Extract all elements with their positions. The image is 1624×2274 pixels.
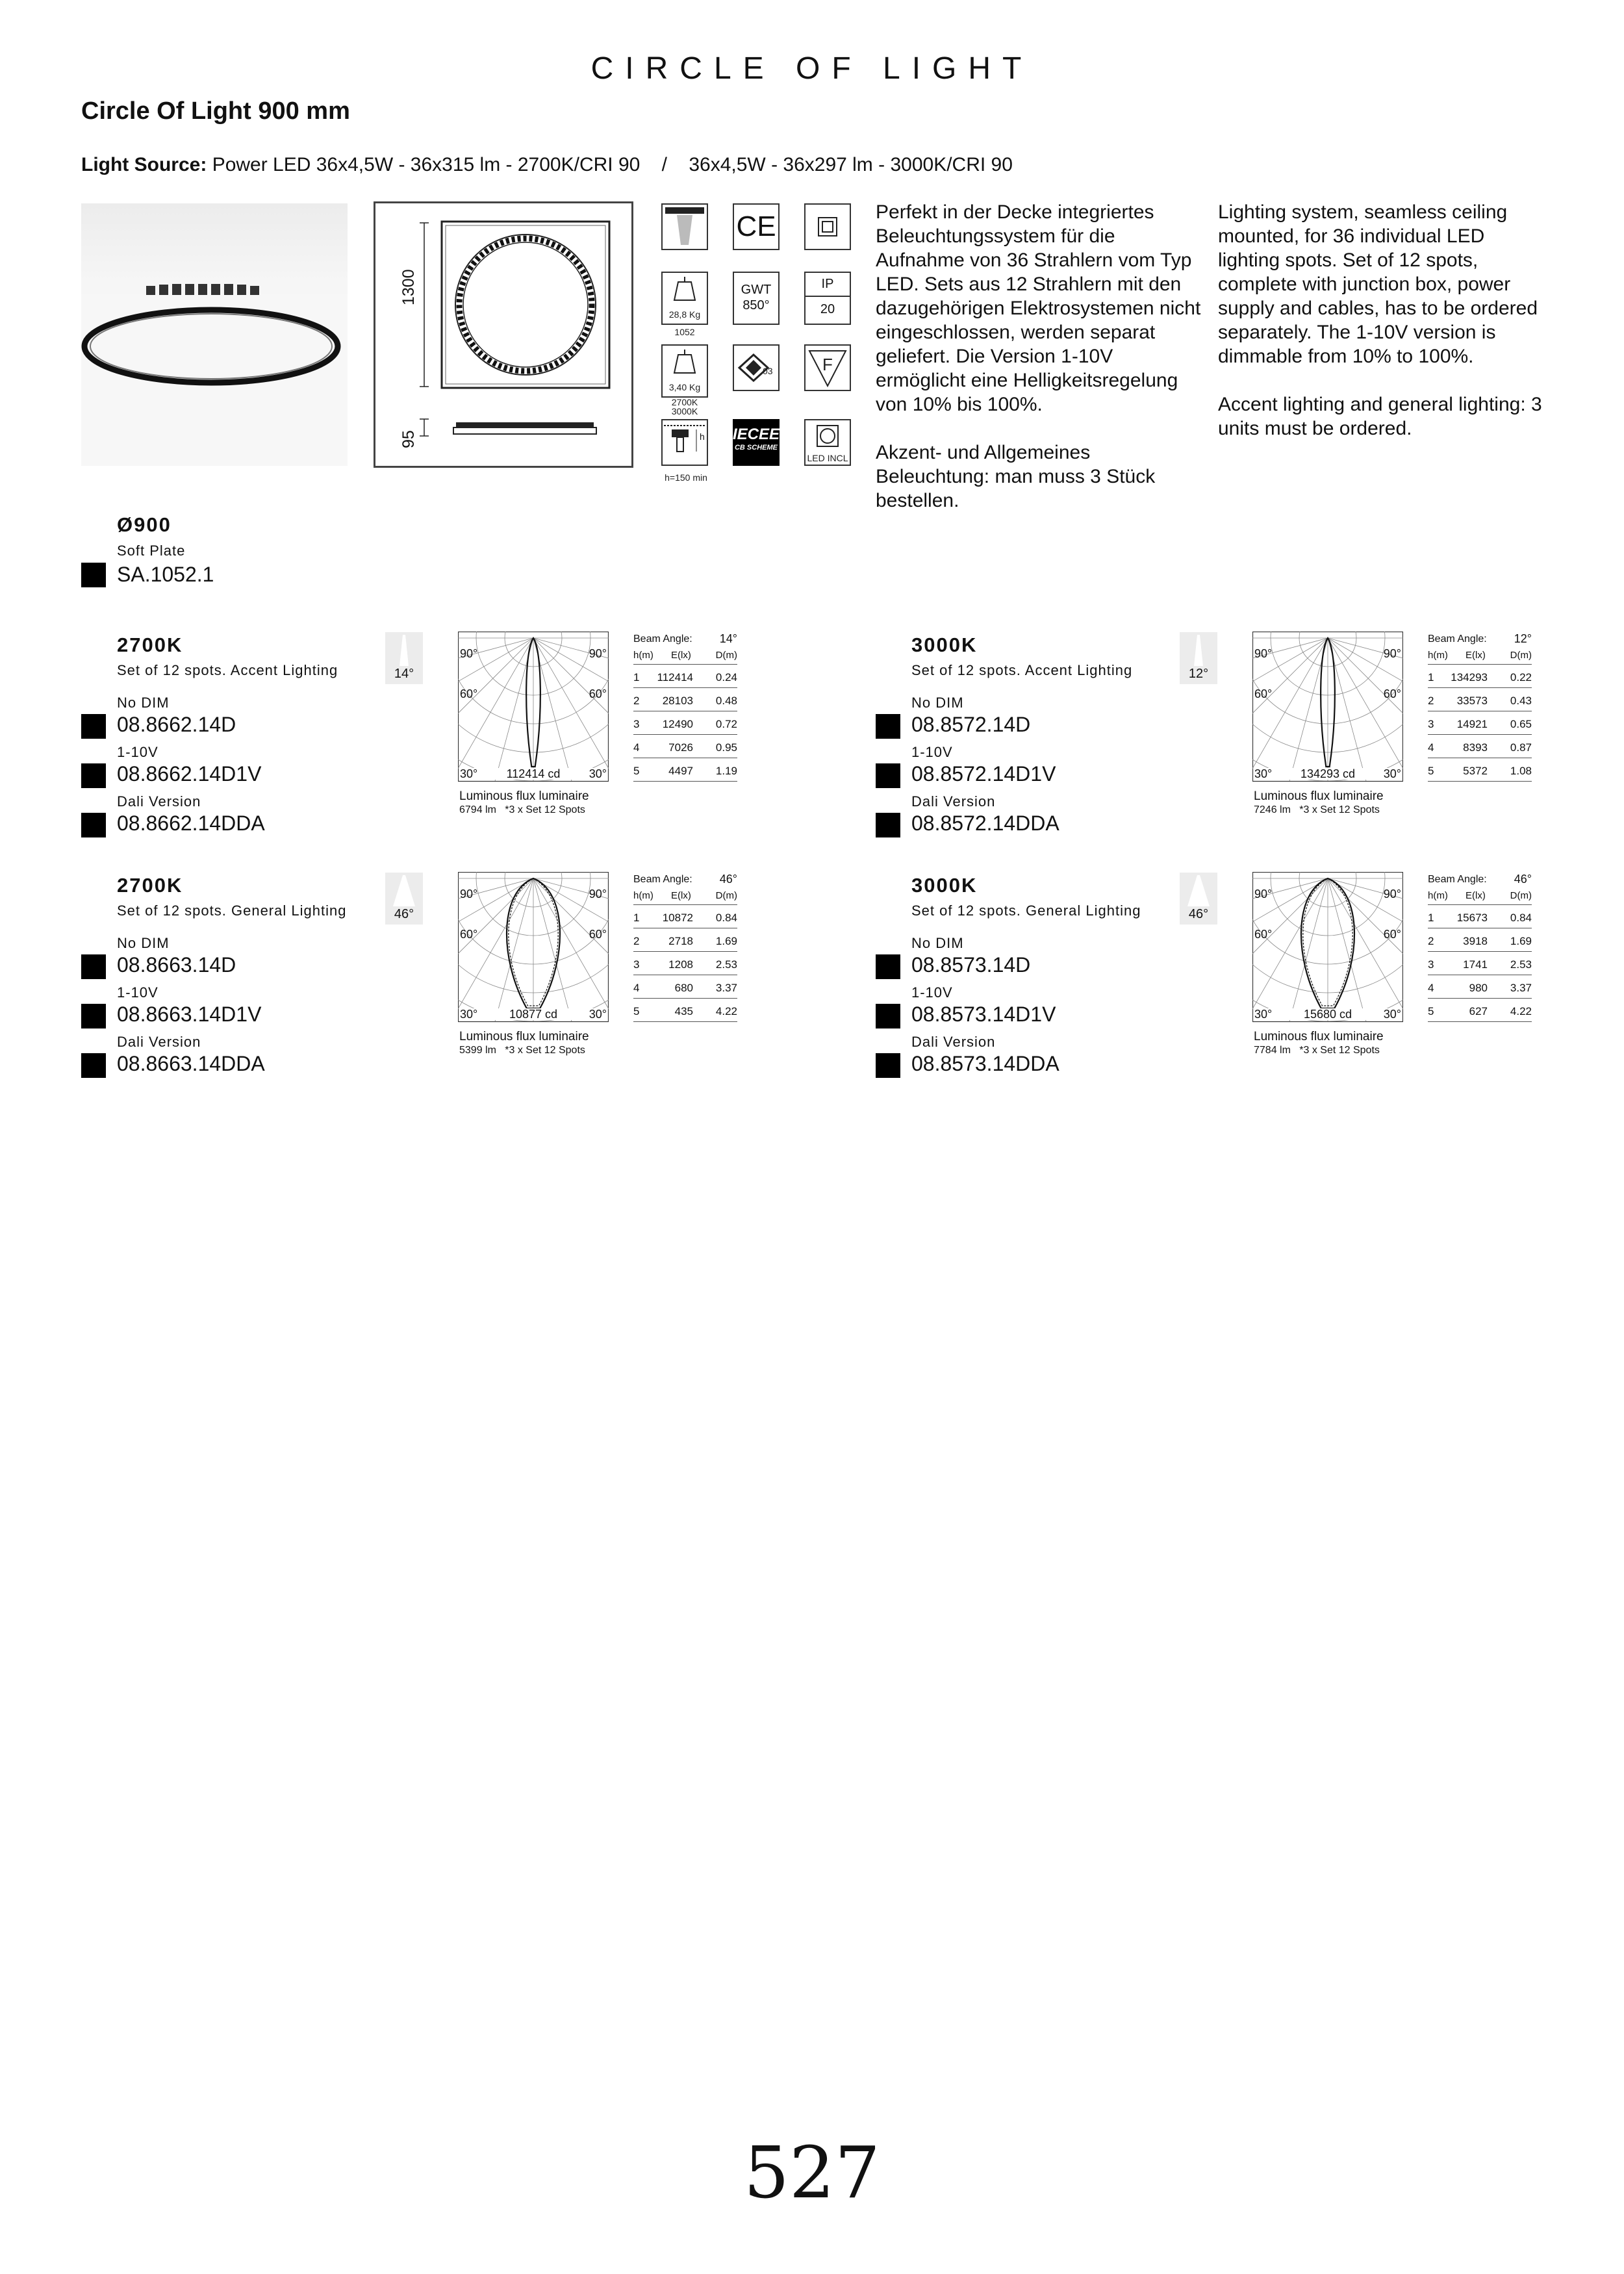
- polar-label-60-left: 60°: [460, 687, 478, 700]
- ip-label: IP: [806, 273, 850, 297]
- light-source-label: Light Source:: [81, 154, 207, 175]
- cell-e: 435: [674, 1005, 693, 1017]
- polar-label-60-right: 60°: [589, 928, 607, 941]
- variant-label: Dali Version: [911, 1034, 996, 1050]
- article-code: 08.8572.14DDA: [911, 811, 1059, 835]
- table-row: [1428, 952, 1532, 975]
- table-row: [1428, 665, 1532, 688]
- plate-code: SA.1052.1: [117, 563, 214, 586]
- variant-swatch: [81, 714, 106, 739]
- table-row: [633, 999, 737, 1022]
- luminous-flux-label: Luminous flux luminaire: [459, 1030, 589, 1043]
- ce-mark-icon: CE: [733, 203, 780, 250]
- weight2-temps: [661, 398, 708, 416]
- beam-icon: [661, 203, 708, 250]
- beam-angle-caption: Beam Angle:: [633, 874, 692, 885]
- polar-label-90-right: 90°: [589, 888, 607, 901]
- cell-e: 134293: [1451, 671, 1488, 683]
- illuminance-table: [1428, 887, 1532, 1022]
- weight2-icon: [661, 344, 708, 398]
- flux-value: 6794 lm: [459, 804, 496, 815]
- description-de-p2: Akzent- und Allgemeines Beleuchtung: man muss 3 Stück bestellen.: [876, 442, 1156, 511]
- gwt-temp: 850°: [742, 298, 770, 313]
- polar-caption: [459, 1030, 628, 1057]
- table-row: [1428, 905, 1532, 928]
- ip-rating-icon: [804, 272, 851, 325]
- variant-block: [81, 874, 763, 1095]
- variant-swatch: [876, 1053, 900, 1078]
- led-incl-text: LED INCL: [807, 453, 848, 463]
- variant-label: 1-10V: [911, 984, 953, 1001]
- product-title: Circle Of Light 900 mm: [81, 97, 350, 125]
- flux-line: [459, 1043, 628, 1057]
- description-en: [1218, 200, 1549, 441]
- illuminance-table: [633, 887, 737, 1022]
- table-header: [1428, 887, 1532, 905]
- col-e: E(lx): [1465, 890, 1486, 901]
- cell-h: 5: [1428, 1005, 1434, 1017]
- description-en-p1: Lighting system, seamless ceiling mounted, for 36 individual LED lighting spots. Set of 12 spots, complete with junction box, power supply and cables, has to be ordered separately. The 1-10V version is dimmable from 10% to 100%.: [1218, 201, 1538, 367]
- cell-d: 0.72: [715, 718, 737, 730]
- variant-label: 1-10V: [117, 984, 159, 1001]
- gwt-icon: [733, 272, 780, 325]
- variant-block: [876, 633, 1558, 854]
- article-code: 08.8572.14D1V: [911, 762, 1056, 786]
- iecee-sub: CB SCHEME: [734, 444, 778, 452]
- cell-h: 1: [633, 912, 640, 924]
- polar-label-60-left: 60°: [1254, 928, 1273, 941]
- set-multiplier: *3 x Set 12 Spots: [1299, 1045, 1380, 1056]
- weight2-temp2: 3000K: [671, 406, 698, 416]
- flux-line: [1254, 1043, 1423, 1057]
- polar-label-90-left: 90°: [460, 647, 478, 660]
- variant-swatch: [81, 1004, 106, 1028]
- f-mark-letter: F: [822, 355, 833, 374]
- cell-h: 4: [1428, 741, 1434, 754]
- beam-angle-label: 12°: [1188, 667, 1209, 681]
- col-d: D(m): [1510, 650, 1532, 661]
- beam-angle-label: 46°: [1188, 907, 1209, 921]
- cell-d: 1.19: [715, 765, 737, 777]
- cell-h: 2: [633, 695, 640, 707]
- variant-label: No DIM: [117, 935, 170, 951]
- cell-h: 4: [633, 982, 640, 994]
- cell-h: 3: [1428, 958, 1434, 971]
- beam-thumbnail: [1180, 632, 1217, 684]
- polar-label-60-left: 60°: [460, 928, 478, 941]
- cell-d: 4.22: [1510, 1005, 1532, 1017]
- cell-d: 1.69: [715, 935, 737, 947]
- polar-label-30-left: 30°: [460, 767, 478, 780]
- polar-label-30-left: 30°: [460, 1008, 478, 1021]
- beam-angle-row: [1428, 633, 1532, 645]
- col-h: h(m): [633, 650, 653, 661]
- cell-h: 5: [633, 765, 640, 777]
- cell-h: 2: [633, 935, 640, 947]
- article-code: 08.8662.14D: [117, 713, 236, 736]
- variant-swatch: [876, 1004, 900, 1028]
- beam-angle-label: 14°: [394, 667, 414, 681]
- table-row: [633, 905, 737, 928]
- light-source-value: Power LED 36x4,5W - 36x315 lm - 2700K/CRI 90 / 36x4,5W - 36x297 lm - 3000K/CRI 90: [212, 154, 1013, 175]
- page-number: 527: [744, 2131, 880, 2214]
- cell-d: 4.22: [715, 1005, 737, 1017]
- variant-label: No DIM: [117, 695, 170, 711]
- polar-label-30-right: 30°: [589, 767, 607, 780]
- cell-d: 0.65: [1510, 718, 1532, 730]
- cell-e: 8393: [1463, 741, 1488, 754]
- cell-e: 112414: [657, 671, 693, 683]
- polar-chart: [1252, 632, 1403, 787]
- table-row: [1428, 711, 1532, 735]
- cell-h: 3: [633, 718, 640, 730]
- beam-thumbnail: [385, 873, 423, 925]
- article-code: 08.8573.14DDA: [911, 1052, 1059, 1075]
- polar-label-60-right: 60°: [1383, 687, 1401, 700]
- beam-angle-value: 12°: [1514, 632, 1532, 645]
- description-de-p1: Perfekt in der Decke integriertes Beleuchtungssystem für die Aufnahme von 36 Strahlern vom Typ LED. Sets aus 12 Strahlern mit den dazugehörigen Elektrosystemen nicht eingeschlossen, werden separat geliefert. Die Version 1-10V ermöglicht eine Helligkeitsregelung von 10% bis 100%.: [876, 201, 1201, 415]
- cell-d: 0.84: [1510, 912, 1532, 924]
- cell-d: 2.53: [715, 958, 737, 971]
- cell-h: 4: [633, 741, 640, 754]
- cell-h: 5: [1428, 765, 1434, 777]
- article-code: 08.8662.14DDA: [117, 811, 265, 835]
- variant-swatch: [81, 1053, 106, 1078]
- polar-label-90-left: 90°: [460, 888, 478, 901]
- cell-e: 3918: [1463, 935, 1488, 947]
- cell-e: 4497: [668, 765, 693, 777]
- polar-label-60-right: 60°: [589, 687, 607, 700]
- polar-label-30-right: 30°: [589, 1008, 607, 1021]
- color-temperature: 3000K: [911, 874, 978, 897]
- variant-label: No DIM: [911, 695, 964, 711]
- col-h: h(m): [633, 890, 653, 901]
- table-header: [1428, 646, 1532, 665]
- beam-angle-value: 14°: [719, 632, 737, 645]
- variant-swatch: [876, 763, 900, 788]
- article-code: 08.8663.14D: [117, 953, 236, 977]
- table-row: [1428, 975, 1532, 999]
- plate-swatch: [81, 563, 106, 587]
- enec-icon: [733, 344, 780, 391]
- description-de: [876, 200, 1207, 513]
- cell-h: 2: [1428, 695, 1434, 707]
- f-mark-icon: [804, 344, 851, 391]
- cell-d: 0.48: [715, 695, 737, 707]
- beam-angle-value: 46°: [719, 873, 737, 886]
- set-description: Set of 12 spots. Accent Lighting: [117, 662, 338, 678]
- table-row: [1428, 928, 1532, 952]
- table-row: [633, 758, 737, 782]
- polar-diagram: [1252, 632, 1403, 787]
- luminous-flux-label: Luminous flux luminaire: [459, 789, 589, 803]
- weight2-text: 3,40 Kg: [668, 382, 701, 392]
- variant-swatch: [81, 763, 106, 788]
- cell-e: 627: [1469, 1005, 1488, 1017]
- cell-d: 0.43: [1510, 695, 1532, 707]
- cell-d: 0.87: [1510, 741, 1532, 754]
- variant-swatch: [876, 954, 900, 979]
- light-source: [81, 154, 1013, 176]
- cell-d: 0.22: [1510, 671, 1532, 683]
- set-description: Set of 12 spots. Accent Lighting: [911, 662, 1133, 678]
- polar-diagram: [458, 632, 609, 787]
- beam-thumbnail: [385, 632, 423, 684]
- cell-e: 14921: [1456, 718, 1488, 730]
- color-temperature: 2700K: [117, 874, 183, 897]
- cell-h: 5: [633, 1005, 640, 1017]
- cell-d: 0.84: [715, 912, 737, 924]
- cell-e: 1741: [1463, 958, 1488, 971]
- flux-value: 7784 lm: [1254, 1045, 1291, 1056]
- weight1-text: 28,8 Kg: [668, 309, 701, 320]
- col-d: D(m): [715, 650, 737, 661]
- luminous-flux-label: Luminous flux luminaire: [1254, 1030, 1384, 1043]
- catalog-header: CIRCLE OF LIGHT: [590, 51, 1034, 86]
- variant-label: 1-10V: [117, 744, 159, 760]
- cell-e: 2718: [668, 935, 693, 947]
- beam-angle-label: 46°: [394, 907, 414, 921]
- set-multiplier: *3 x Set 12 Spots: [505, 804, 585, 815]
- cell-h: 1: [633, 671, 640, 683]
- variant-swatch: [81, 813, 106, 837]
- iecee-text: IECEE: [733, 426, 780, 443]
- table-row: [633, 928, 737, 952]
- set-multiplier: *3 x Set 12 Spots: [505, 1045, 585, 1056]
- polar-label-90-right: 90°: [1383, 888, 1401, 901]
- h-min: h=150 min: [665, 472, 707, 483]
- polar-label-90-left: 90°: [1254, 647, 1273, 660]
- beam-angle-row: [633, 874, 737, 886]
- polar-caption: [1254, 789, 1423, 817]
- article-code: 08.8573.14D1V: [911, 1003, 1056, 1026]
- flux-value: 5399 lm: [459, 1045, 496, 1056]
- color-temperature: 2700K: [117, 633, 183, 656]
- dimension-drawing: [374, 201, 633, 468]
- variant-label: No DIM: [911, 935, 964, 951]
- polar-label-30-left: 30°: [1254, 767, 1273, 780]
- beam-angle-value: 46°: [1514, 873, 1532, 886]
- cell-e: 980: [1469, 982, 1488, 994]
- variant-swatch: [876, 813, 900, 837]
- ip-value: 20: [820, 302, 835, 316]
- recess-icon: [661, 419, 708, 466]
- table-row: [633, 711, 737, 735]
- polar-diagram: [458, 872, 609, 1028]
- polar-label-30-right: 30°: [1383, 1008, 1401, 1021]
- flux-line: [1254, 803, 1423, 817]
- table-row: [633, 665, 737, 688]
- h-label: h: [700, 431, 705, 442]
- ring-luminaire-image: [81, 203, 348, 466]
- plate-diameter: Ø900: [117, 513, 171, 536]
- polar-label-60-left: 60°: [1254, 687, 1273, 700]
- cell-d: 0.95: [715, 741, 737, 754]
- col-h: h(m): [1428, 650, 1448, 661]
- table-row: [633, 688, 737, 711]
- peak-intensity: 10877 cd: [509, 1008, 558, 1021]
- table-row: [1428, 688, 1532, 711]
- variant-swatch: [81, 954, 106, 979]
- cell-e: 680: [674, 982, 693, 994]
- color-temperature: 3000K: [911, 633, 978, 656]
- cell-d: 0.24: [715, 671, 737, 683]
- cell-e: 5372: [1463, 765, 1488, 777]
- weight-icon: [661, 272, 708, 325]
- polar-label-90-left: 90°: [1254, 888, 1273, 901]
- flux-line: [459, 803, 628, 817]
- dim-height-label: 1300: [400, 269, 418, 305]
- polar-chart: [1252, 872, 1403, 1028]
- col-e: E(lx): [671, 650, 691, 661]
- cell-d: 3.37: [715, 982, 737, 994]
- illuminance-table: [633, 646, 737, 782]
- col-d: D(m): [715, 890, 737, 901]
- cell-e: 10872: [662, 912, 693, 924]
- cell-h: 4: [1428, 982, 1434, 994]
- polar-caption: [1254, 1030, 1423, 1057]
- cell-h: 3: [633, 958, 640, 971]
- table-row: [633, 975, 737, 999]
- set-multiplier: *3 x Set 12 Spots: [1299, 804, 1380, 815]
- peak-intensity: 15680 cd: [1303, 1008, 1352, 1021]
- polar-label-30-left: 30°: [1254, 1008, 1273, 1021]
- beam-angle-caption: Beam Angle:: [1428, 874, 1487, 885]
- article-code: 08.8663.14D1V: [117, 1003, 262, 1026]
- cell-e: 12490: [662, 718, 693, 730]
- col-e: E(lx): [671, 890, 691, 901]
- dim-depth-label: 95: [400, 430, 418, 448]
- polar-label-60-right: 60°: [1383, 928, 1401, 941]
- luminous-flux-label: Luminous flux luminaire: [1254, 789, 1384, 803]
- article-code: 08.8572.14D: [911, 713, 1031, 736]
- cell-e: 28103: [662, 695, 693, 707]
- col-h: h(m): [1428, 890, 1448, 901]
- peak-intensity: 112414 cd: [506, 767, 561, 780]
- weight2-temp1: 2700K: [671, 397, 698, 407]
- variant-block: [876, 874, 1558, 1095]
- table-row: [633, 735, 737, 758]
- beam-thumbnail: [1180, 873, 1217, 925]
- variant-label: 1-10V: [911, 744, 953, 760]
- gwt-label: GWT: [741, 283, 772, 297]
- variant-swatch: [876, 714, 900, 739]
- set-description: Set of 12 spots. General Lighting: [117, 902, 347, 919]
- enec-number: 03: [763, 366, 773, 376]
- article-code: 08.8573.14D: [911, 953, 1031, 977]
- table-row: [1428, 735, 1532, 758]
- cell-e: 33573: [1456, 695, 1488, 707]
- polar-diagram: [1252, 872, 1403, 1028]
- polar-label-30-right: 30°: [1383, 767, 1401, 780]
- table-header: [633, 887, 737, 905]
- product-photo: [81, 203, 348, 466]
- iecee-icon: [733, 419, 780, 466]
- cell-d: 1.08: [1510, 765, 1532, 777]
- polar-label-90-right: 90°: [1383, 647, 1401, 660]
- polar-caption: [459, 789, 628, 817]
- description-en-p2: Accent lighting and general lighting: 3 units must be ordered.: [1218, 394, 1542, 439]
- set-description: Set of 12 spots. General Lighting: [911, 902, 1141, 919]
- peak-intensity: 134293 cd: [1300, 767, 1356, 780]
- variant-label: Dali Version: [117, 1034, 201, 1050]
- article-code: 08.8663.14DDA: [117, 1052, 265, 1075]
- col-e: E(lx): [1465, 650, 1486, 661]
- cell-d: 1.69: [1510, 935, 1532, 947]
- polar-chart: [458, 872, 609, 1028]
- cell-e: 1208: [668, 958, 693, 971]
- article-code: 08.8662.14D1V: [117, 762, 262, 786]
- table-row: [1428, 758, 1532, 782]
- cell-h: 1: [1428, 671, 1434, 683]
- table-row: [633, 952, 737, 975]
- table-row: [1428, 999, 1532, 1022]
- beam-angle-row: [1428, 874, 1532, 886]
- beam-angle-caption: Beam Angle:: [633, 633, 692, 645]
- polar-chart: [458, 632, 609, 787]
- cell-e: 15673: [1456, 912, 1488, 924]
- flux-value: 7246 lm: [1254, 804, 1291, 815]
- polar-label-90-right: 90°: [589, 647, 607, 660]
- col-d: D(m): [1510, 890, 1532, 901]
- weight1-dim: 1052: [674, 327, 695, 337]
- cell-e: 7026: [668, 741, 693, 754]
- illuminance-table: [1428, 646, 1532, 782]
- cell-h: 1: [1428, 912, 1434, 924]
- cell-d: 2.53: [1510, 958, 1532, 971]
- beam-angle-row: [633, 633, 737, 645]
- variant-label: Dali Version: [911, 793, 996, 810]
- beam-angle-caption: Beam Angle:: [1428, 633, 1487, 645]
- plate-finish: Soft Plate: [117, 543, 186, 559]
- cell-d: 3.37: [1510, 982, 1532, 994]
- variant-label: Dali Version: [117, 793, 201, 810]
- variant-block: [81, 633, 763, 854]
- class-ii-icon: [804, 203, 851, 250]
- led-incl-icon: [804, 419, 851, 466]
- cell-h: 2: [1428, 935, 1434, 947]
- cell-h: 3: [1428, 718, 1434, 730]
- table-header: [633, 646, 737, 665]
